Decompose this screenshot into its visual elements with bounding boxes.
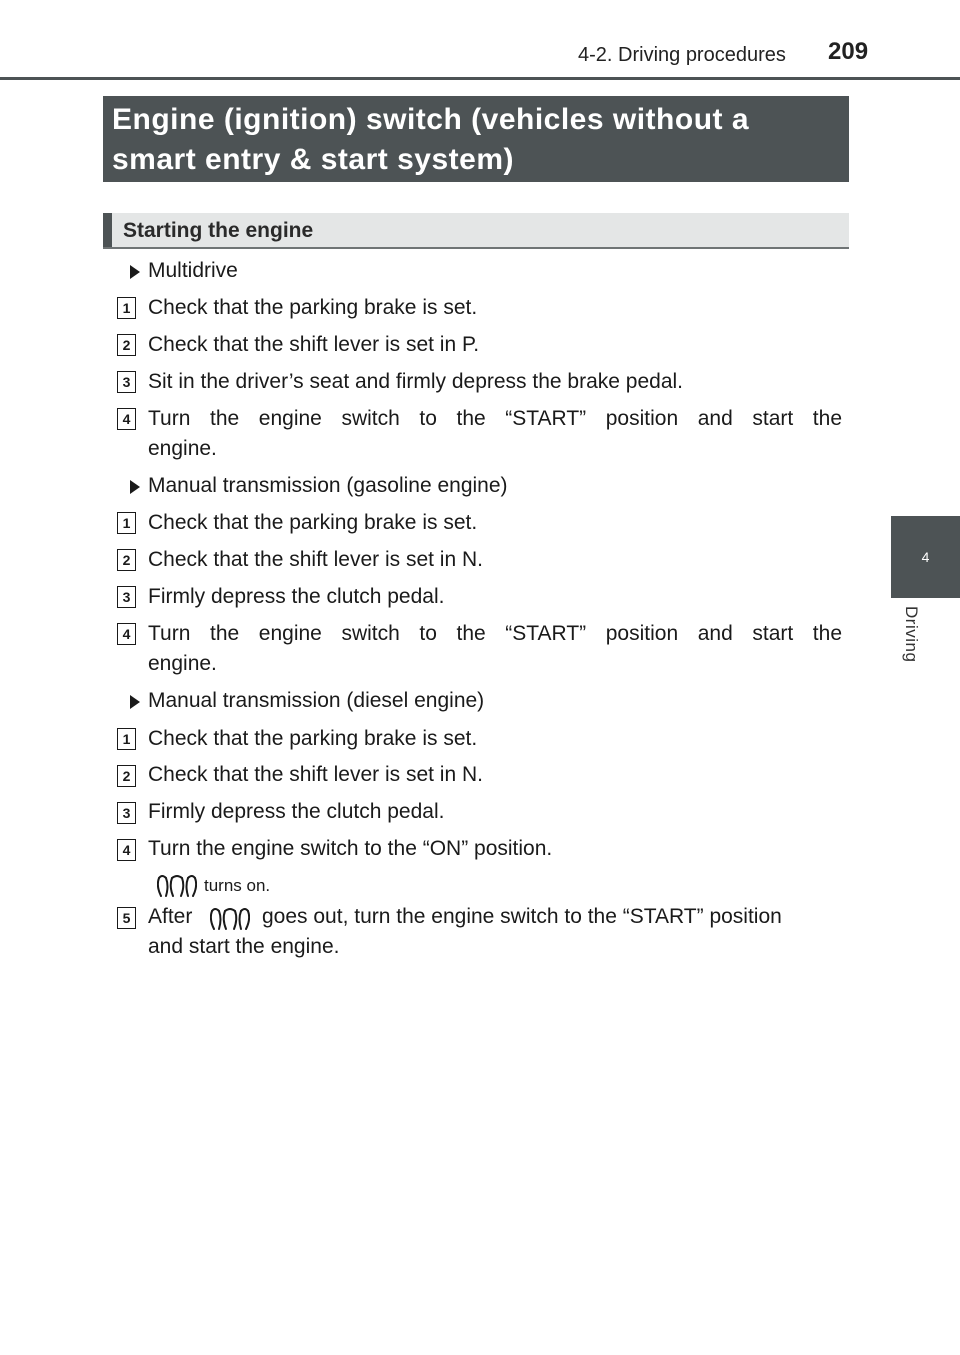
page-title [103, 96, 849, 182]
procedure-heading: Manual transmission (gasoline engine) [148, 474, 508, 497]
step-text: Check that the shift lever is set in P. [148, 333, 480, 356]
step-text: Turn the engine switch to the “ON” position. [148, 837, 553, 860]
glow-plug-indicator-icon [210, 905, 250, 931]
step-text-continued: engine. [148, 652, 217, 675]
step-text: Turn the engine switch to the “START” position and start the [148, 407, 842, 430]
step-number: 1 [117, 728, 136, 750]
step-number: 3 [117, 586, 136, 608]
page-title-line-1: Engine (ignition) switch (vehicles without a [112, 103, 750, 136]
step-text: Turn the engine switch to the “START” position and start the [148, 622, 842, 645]
step-number: 2 [117, 765, 136, 787]
page-title-line-2: smart entry & start system) [112, 143, 514, 176]
page-number: 209 [828, 38, 869, 65]
step-number: 4 [117, 839, 136, 861]
chapter-label: Driving [902, 606, 921, 663]
step-text: Check that the parking brake is set. [148, 511, 478, 534]
step-number: 1 [117, 297, 136, 319]
step-number: 5 [117, 907, 136, 929]
glow-plug-indicator-icon [157, 872, 197, 898]
arrow-bullet-icon [130, 265, 140, 279]
step-text: After [148, 905, 193, 928]
step-text: Check that the parking brake is set. [148, 296, 478, 319]
step-text: Check that the shift lever is set in N. [148, 548, 483, 571]
subheading-bar [103, 213, 112, 247]
step-number: 4 [117, 623, 136, 645]
step-text: Firmly depress the clutch pedal. [148, 585, 445, 608]
step-text: Check that the shift lever is set in N. [148, 763, 483, 786]
indicator-note: turns on. [204, 876, 271, 895]
step-number: 4 [117, 408, 136, 430]
subheading-text: Starting the engine [123, 219, 314, 242]
header-divider [0, 77, 960, 80]
arrow-bullet-icon [130, 480, 140, 494]
step-text: Sit in the driver’s seat and firmly depress the brake pedal. [148, 370, 683, 393]
procedure-heading: Multidrive [148, 259, 238, 282]
procedure-heading: Manual transmission (diesel engine) [148, 689, 485, 712]
step-number: 1 [117, 512, 136, 534]
section-title: 4-2. Driving procedures [578, 44, 786, 66]
step-text-continued: and start the engine. [148, 935, 340, 958]
step-text: Check that the parking brake is set. [148, 727, 478, 750]
arrow-bullet-icon [130, 695, 140, 709]
step-text-continued: engine. [148, 437, 217, 460]
step-text: Firmly depress the clutch pedal. [148, 800, 445, 823]
step-number: 3 [117, 371, 136, 393]
step-number: 2 [117, 549, 136, 571]
step-number: 3 [117, 802, 136, 824]
step-number: 2 [117, 334, 136, 356]
chapter-tab: 4 [891, 516, 960, 598]
subheading [103, 213, 849, 249]
step-text: goes out, turn the engine switch to the “START” position [262, 905, 782, 928]
